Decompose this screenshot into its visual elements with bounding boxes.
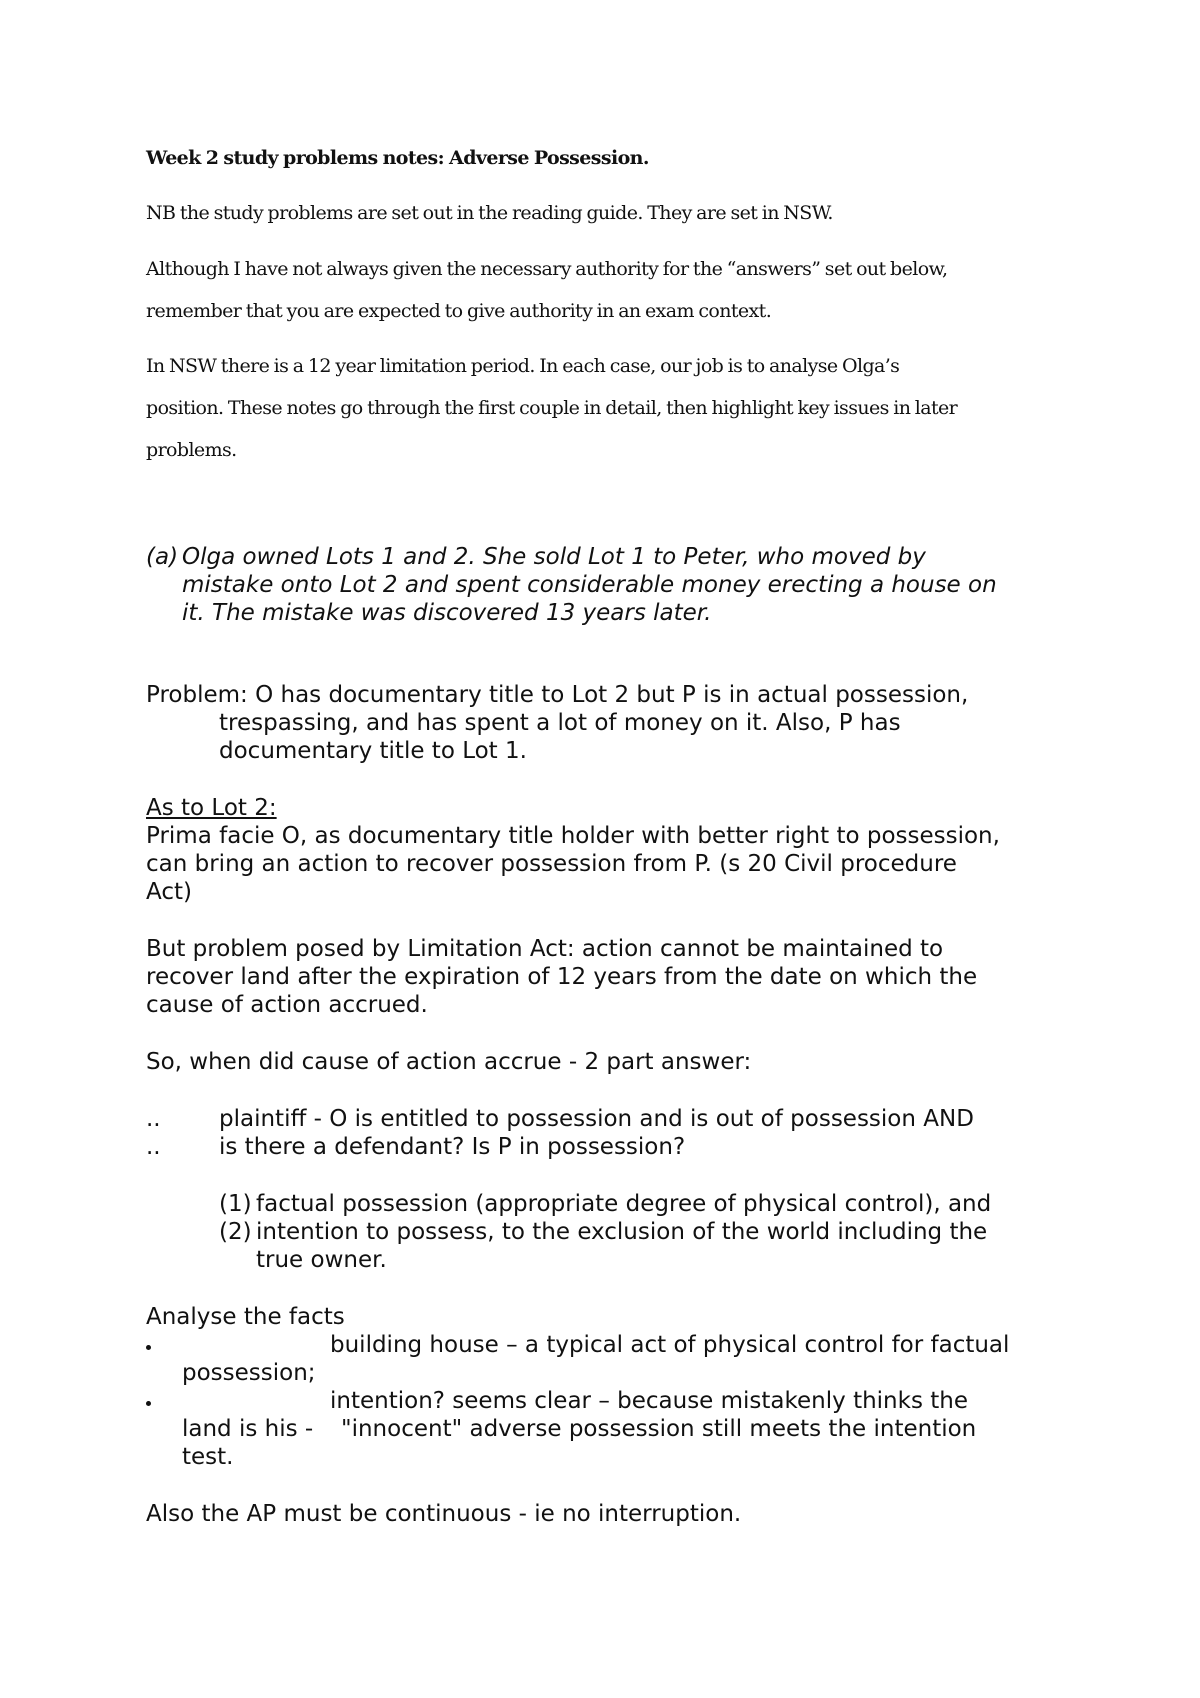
document-title: Week 2 study problems notes: Adverse Possession. bbox=[146, 147, 649, 169]
problem-statement-line-1: Problem: O has documentary title to Lot 2 but P is in actual possession, bbox=[146, 682, 969, 708]
continuous-note: Also the AP must be continuous - ie no interruption. bbox=[146, 1501, 742, 1527]
lot-2-heading: As to Lot 2: bbox=[146, 795, 277, 821]
problem-a-line-1: Olga owned Lots 1 and 2. She sold Lot 1 to Peter, who moved by bbox=[182, 544, 926, 570]
sub-1-marker: (1) bbox=[219, 1191, 252, 1217]
intro-paragraph-3-line-3: problems. bbox=[146, 439, 237, 461]
limitation-line-1: But problem posed by Limitation Act: action cannot be maintained to bbox=[146, 936, 944, 962]
intro-paragraph-3-line-1: In NSW there is a 12 year limitation period. In each case, our job is to analyse Olga’s bbox=[146, 355, 900, 377]
intro-paragraph-2-line-1: Although I have not always given the necessary authority for the “answers” set out below, bbox=[146, 258, 948, 280]
lot-2-line-3: Act) bbox=[146, 879, 192, 905]
bullet-icon bbox=[146, 1401, 151, 1406]
problem-a-line-2: mistake onto Lot 2 and spent considerable money erecting a house on bbox=[182, 572, 997, 598]
sub-2-line-2: true owner. bbox=[256, 1247, 387, 1273]
part-1-text: plaintiff - O is entitled to possession and is out of possession AND bbox=[219, 1106, 974, 1132]
problem-a-marker: (a) bbox=[146, 544, 179, 570]
bullet-2-line-1: intention? seems clear – because mistakenly thinks the bbox=[330, 1388, 968, 1414]
bullet-icon bbox=[146, 1345, 151, 1350]
sub-2-marker: (2) bbox=[219, 1219, 252, 1245]
limitation-line-3: cause of action accrued. bbox=[146, 992, 428, 1018]
problem-a-line-3: it. The mistake was discovered 13 years later. bbox=[182, 600, 712, 626]
problem-statement-line-3: documentary title to Lot 1. bbox=[219, 738, 527, 764]
sub-2-line-1: intention to possess, to the exclusion of the world including the bbox=[256, 1219, 988, 1245]
bullet-2-line-2a: land is his - bbox=[182, 1416, 314, 1442]
facts-heading: Analyse the facts bbox=[146, 1304, 345, 1330]
sub-1-text: factual possession (appropriate degree of physical control), and bbox=[256, 1191, 992, 1217]
part-2-marker: .. bbox=[146, 1134, 161, 1160]
intro-paragraph-1: NB the study problems are set out in the reading guide. They are set in NSW. bbox=[146, 202, 833, 224]
problem-statement-line-2: trespassing, and has spent a lot of money on it. Also, P has bbox=[219, 710, 901, 736]
bullet-1-line-2: possession; bbox=[182, 1360, 316, 1386]
bullet-2-line-2b: "innocent" adverse possession still meets the intention bbox=[341, 1416, 977, 1442]
limitation-line-2: recover land after the expiration of 12 years from the date on which the bbox=[146, 964, 978, 990]
part-2-text: is there a defendant? Is P in possession? bbox=[219, 1134, 686, 1160]
lot-2-line-2: can bring an action to recover possession from P. (s 20 Civil procedure bbox=[146, 851, 957, 877]
bullet-2-line-3: test. bbox=[182, 1444, 234, 1470]
intro-paragraph-2-line-2: remember that you are expected to give authority in an exam context. bbox=[146, 300, 772, 322]
part-1-marker: .. bbox=[146, 1106, 161, 1132]
lot-2-line-1: Prima facie O, as documentary title holder with better right to possession, bbox=[146, 823, 1000, 849]
intro-paragraph-3-line-2: position. These notes go through the first couple in detail, then highlight key issues in later bbox=[146, 397, 958, 419]
accrue-question: So, when did cause of action accrue - 2 part answer: bbox=[146, 1049, 752, 1075]
bullet-1-line-1: building house – a typical act of physical control for factual bbox=[330, 1332, 1010, 1358]
